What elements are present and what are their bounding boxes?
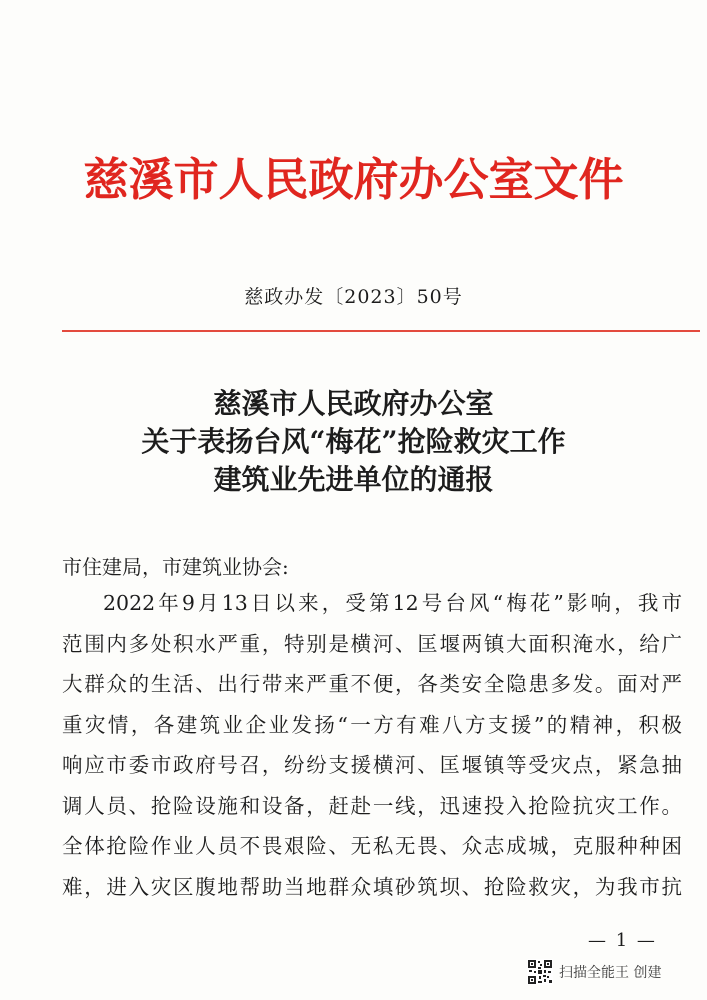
body-text [62, 583, 702, 907]
body-line: 重灾情，各建筑业企业发扬“一方有难八方支援”的精神，积极 [62, 712, 682, 737]
document-title [0, 385, 707, 499]
title-line: 建筑业先进单位的通报 [213, 463, 494, 496]
red-divider-line [62, 330, 700, 332]
body-line: 范围内多处积水严重，特别是横河、匡堰两镇大面积淹水，给广 [62, 631, 682, 656]
body-line: 全体抢险作业人员不畏艰险、无私无畏、众志成城，克服种种困 [62, 834, 682, 858]
title-line: 慈溪市人民政府办公室 [213, 387, 494, 420]
body-line: 2022年9月13日以来，受第12号台风“梅花”影响，我市 [103, 591, 682, 615]
qr-code-icon [527, 959, 553, 985]
body-line: 调人员、抢险设施和设备，赶赴一线，迅速投入抢险抗灾工作。 [62, 793, 682, 818]
salutation: 市住建局，市建筑业协会: [62, 555, 289, 579]
document-red-header: 慈溪市人民政府办公室文件 [83, 153, 624, 206]
document-number: 慈政办发〔2023〕50号 [244, 286, 463, 308]
body-line: 响应市委市政府号召，纷纷支援横河、匡堰镇等受灾点，紧急抽 [62, 753, 682, 777]
title-line: 关于表扬台风“梅花”抢险救灾工作 [141, 425, 566, 458]
scanner-watermark-text: 扫描全能王 创建 [559, 965, 662, 981]
body-line: 难，进入灾区腹地帮助当地群众填砂筑坝、抢险救灾，为我市抗 [62, 874, 682, 899]
body-line: 大群众的生活、出行带来严重不便，各类安全隐患多发。面对严 [62, 672, 682, 696]
page-number: — 1 — [588, 930, 657, 951]
scanner-watermark [527, 958, 661, 986]
